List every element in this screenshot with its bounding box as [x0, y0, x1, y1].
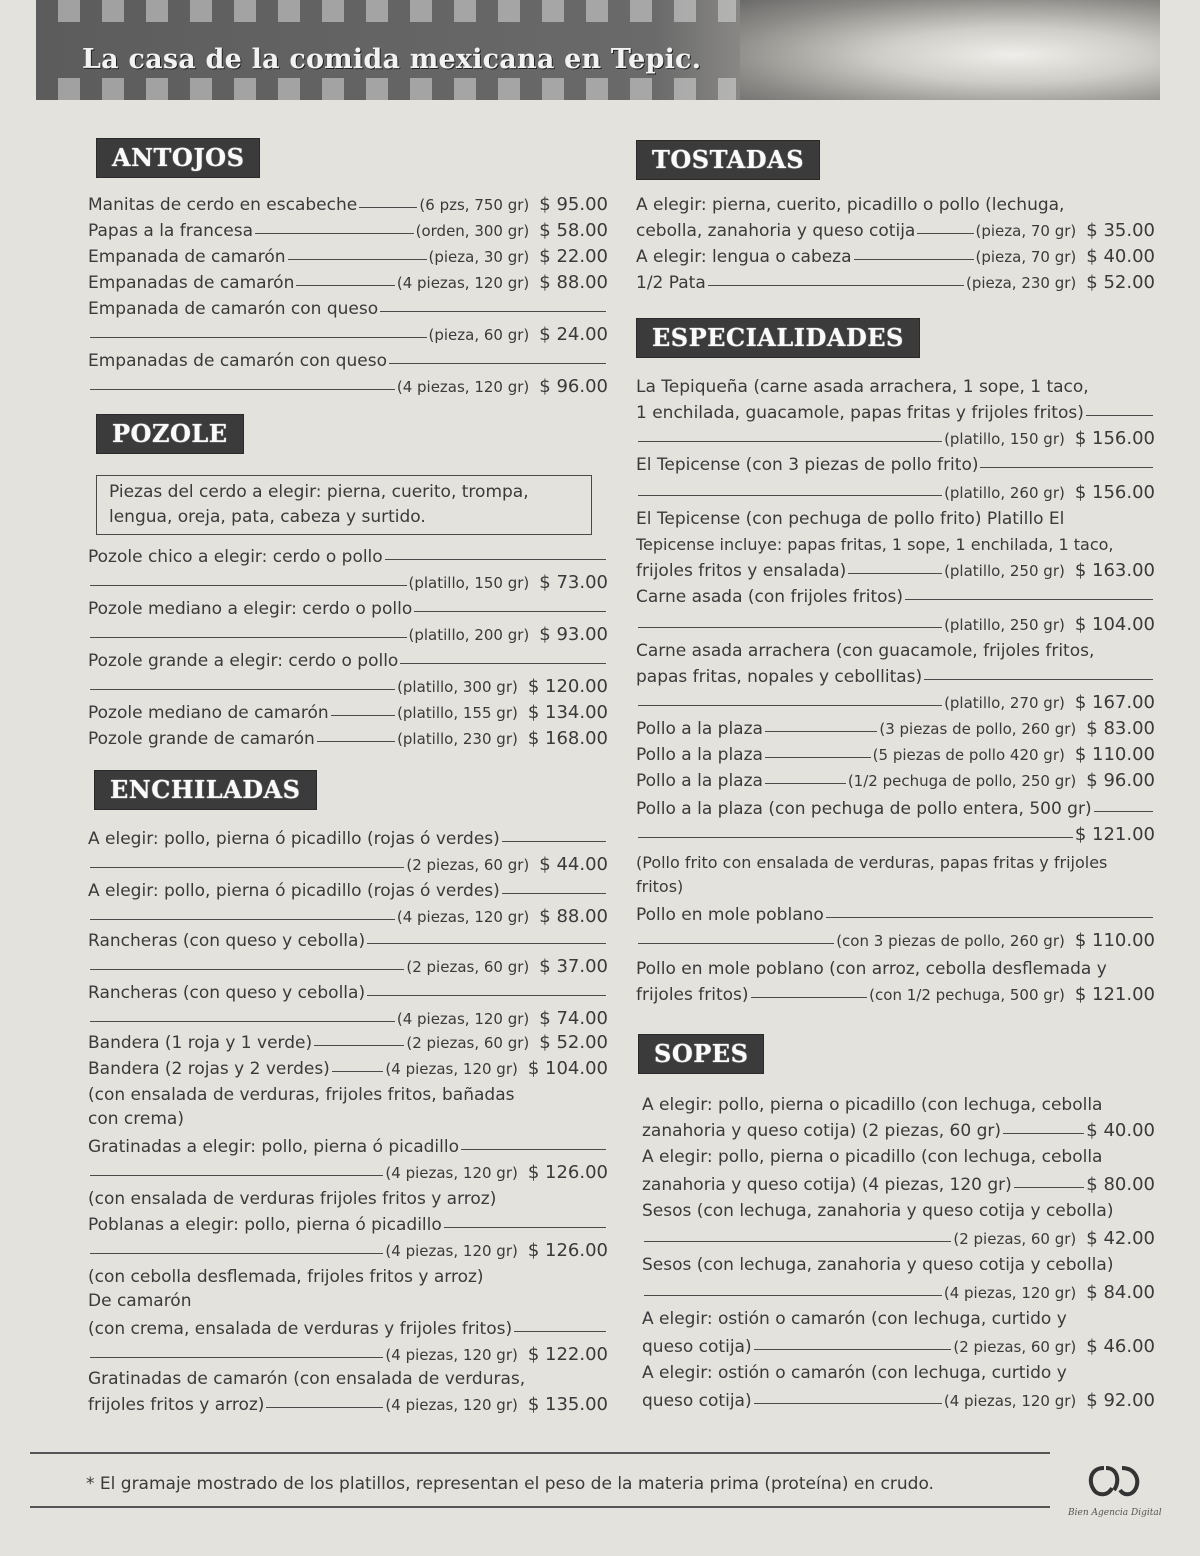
- menu-item-name: Pollo a la plaza (con pechuga de pollo entera, 500 gr): [636, 796, 1155, 822]
- menu-item-name: Carne asada (con frijoles fritos): [636, 584, 1155, 610]
- menu-item: cebolla, zanahoria y queso cotija (pieza, 70 gr) $ 35.00: [636, 220, 1155, 241]
- menu-note: (Pollo frito con ensalada de verduras, papas fritas y frijoles: [636, 853, 1108, 872]
- menu-item-name: A elegir: pollo, pierna ó picadillo (rojas ó verdes): [88, 826, 608, 852]
- menu-item: (4 piezas, 120 gr) $ 96.00: [88, 374, 608, 400]
- menu-item-name: (con crema, ensalada de verduras y frijoles fritos): [88, 1316, 608, 1342]
- menu-note: con crema): [88, 1109, 184, 1129]
- menu-item: (platillo, 200 gr) $ 93.00: [88, 622, 608, 648]
- menu-item: (2 piezas, 60 gr) $ 37.00: [88, 954, 608, 980]
- menu-note: fritos): [636, 877, 684, 896]
- menu-item: zanahoria y queso cotija) (4 piezas, 120 gr) $ 80.00: [642, 1174, 1155, 1195]
- menu-item: (platillo, 150 gr) $ 73.00: [88, 570, 608, 596]
- menu-item: Pollo a la plaza (5 piezas de pollo 420 gr) $ 110.00: [636, 744, 1155, 765]
- menu-item: Bandera (1 roja y 1 verde) (2 piezas, 60 gr) $ 52.00: [88, 1032, 608, 1053]
- menu-note: (con ensalada de verduras frijoles fritos y arroz): [88, 1189, 497, 1209]
- menu-item-name: A elegir: ostión o camarón (con lechuga, curtido y: [642, 1363, 1067, 1383]
- menu-item-name: Pozole grande a elegir: cerdo o pollo: [88, 648, 608, 674]
- menu-item-name: Pozole mediano a elegir: cerdo o pollo: [88, 596, 608, 622]
- menu-item: (4 piezas, 120 gr) $ 126.00: [88, 1238, 608, 1264]
- menu-item-name: Empanada de camarón con queso: [88, 296, 608, 322]
- menu-item-name: Pollo en mole poblano: [636, 902, 1155, 928]
- menu-item: Manitas de cerdo en escabeche (6 pzs, 750 gr) $ 95.00: [88, 194, 608, 215]
- menu-item: (2 piezas, 60 gr) $ 42.00: [642, 1226, 1155, 1252]
- heading-antojos: ANTOJOS: [96, 138, 260, 178]
- menu-item: Pozole mediano de camarón (platillo, 155 gr) $ 134.00: [88, 702, 608, 723]
- checker-pattern-bottom: [36, 78, 736, 100]
- heading-enchiladas: ENCHILADAS: [94, 770, 317, 810]
- menu-item: (4 piezas, 120 gr) $ 122.00: [88, 1342, 608, 1368]
- menu-item: (con 3 piezas de pollo, 260 gr) $ 110.00: [636, 928, 1155, 954]
- menu-item: (platillo, 300 gr) $ 120.00: [88, 674, 608, 700]
- footnote: * El gramaje mostrado de los platillos, representan el peso de la materia prima (proteína) en crudo.: [86, 1474, 934, 1494]
- menu-item-name: Gratinadas a elegir: pollo, pierna ó picadillo: [88, 1134, 608, 1160]
- menu-item: Pollo a la plaza (3 piezas de pollo, 260 gr) $ 83.00: [636, 718, 1155, 739]
- menu-item: A elegir: lengua o cabeza (pieza, 70 gr) $ 40.00: [636, 246, 1155, 267]
- menu-item: Bandera (2 rojas y 2 verdes) (4 piezas, 120 gr) $ 104.00: [88, 1058, 608, 1079]
- footer-rule-top: [30, 1452, 1050, 1454]
- menu-item: (platillo, 150 gr) $ 156.00: [636, 426, 1155, 452]
- menu-item: Papas a la francesa (orden, 300 gr) $ 58.00: [88, 220, 608, 241]
- menu-item: (platillo, 270 gr) $ 167.00: [636, 690, 1155, 716]
- menu-item: (2 piezas, 60 gr) $ 44.00: [88, 852, 608, 878]
- menu-item: Empanadas de camarón (4 piezas, 120 gr) $ 88.00: [88, 272, 608, 293]
- menu-item: Pozole grande de camarón (platillo, 230 gr) $ 168.00: [88, 728, 608, 749]
- menu-item: 1/2 Pata (pieza, 230 gr) $ 52.00: [636, 272, 1155, 293]
- menu-item: frijoles fritos y arroz) (4 piezas, 120 gr) $ 135.00: [88, 1394, 608, 1415]
- menu-item-name: Sesos (con lechuga, zanahoria y queso cotija y cebolla): [642, 1255, 1114, 1275]
- menu-item-name: Rancheras (con queso y cebolla): [88, 928, 608, 954]
- menu-item: $ 121.00: [636, 822, 1155, 848]
- pozole-note-box: Piezas del cerdo a elegir: pierna, cuerito, trompa, lengua, oreja, pata, cabeza y surtido.: [96, 475, 592, 535]
- heading-pozole: POZOLE: [96, 414, 244, 454]
- menu-item-name: Gratinadas de camarón (con ensalada de verduras,: [88, 1369, 526, 1389]
- menu-item-name: Pollo en mole poblano (con arroz, cebolla desflemada y: [636, 959, 1107, 979]
- agency-logo-icon: [1082, 1462, 1148, 1502]
- menu-item: (4 piezas, 120 gr) $ 88.00: [88, 904, 608, 930]
- menu-item-name: 1 enchilada, guacamole, papas fritas y frijoles fritos): [636, 400, 1155, 426]
- menu-item: (pieza, 60 gr) $ 24.00: [88, 322, 608, 348]
- food-photo: [740, 0, 1160, 100]
- heading-sopes: SOPES: [638, 1034, 764, 1074]
- menu-item: Pollo a la plaza (1/2 pechuga de pollo, 250 gr) $ 96.00: [636, 770, 1155, 791]
- checker-pattern-top: [36, 0, 736, 22]
- header-banner: [36, 0, 1160, 100]
- menu-item-name: Empanadas de camarón con queso: [88, 348, 608, 374]
- menu-item-name: Poblanas a elegir: pollo, pierna ó picadillo: [88, 1212, 608, 1238]
- menu-item-name: A elegir: ostión o camarón (con lechuga, curtido y: [642, 1309, 1067, 1329]
- menu-item: Empanada de camarón (pieza, 30 gr) $ 22.00: [88, 246, 608, 267]
- menu-item-name: A elegir: pierna, cuerito, picadillo o pollo (lechuga,: [636, 195, 1065, 215]
- menu-item: queso cotija) (4 piezas, 120 gr) $ 92.00: [642, 1390, 1155, 1411]
- menu-item: frijoles fritos y ensalada) (platillo, 250 gr) $ 163.00: [636, 560, 1155, 581]
- menu-item: (4 piezas, 120 gr) $ 126.00: [88, 1160, 608, 1186]
- menu-item-name: Sesos (con lechuga, zanahoria y queso cotija y cebolla): [642, 1201, 1114, 1221]
- agency-logo-text: Bien Agencia Digital: [1068, 1508, 1162, 1518]
- menu-item: (4 piezas, 120 gr) $ 84.00: [642, 1280, 1155, 1306]
- menu-item-name: Pozole chico a elegir: cerdo o pollo: [88, 544, 608, 570]
- menu-item-name: Rancheras (con queso y cebolla): [88, 980, 608, 1006]
- menu-item-name: El Tepicense (con pechuga de pollo frito) Platillo El: [636, 509, 1065, 529]
- menu-note: (con cebolla desflemada, frijoles fritos y arroz): [88, 1267, 484, 1287]
- heading-especialidades: ESPECIALIDADES: [636, 318, 920, 358]
- menu-item: (platillo, 260 gr) $ 156.00: [636, 480, 1155, 506]
- menu-subtitle: De camarón: [88, 1291, 192, 1311]
- menu-item-name: A elegir: pollo, pierna ó picadillo (rojas ó verdes): [88, 878, 608, 904]
- menu-item: (platillo, 250 gr) $ 104.00: [636, 612, 1155, 638]
- menu-item-name: Carne asada arrachera (con guacamole, frijoles fritos,: [636, 641, 1095, 661]
- menu-item: (4 piezas, 120 gr) $ 74.00: [88, 1006, 608, 1032]
- menu-item-name: El Tepicense (con 3 piezas de pollo frito): [636, 452, 1155, 478]
- heading-tostadas: TOSTADAS: [636, 140, 820, 180]
- menu-item: zanahoria y queso cotija) (2 piezas, 60 gr) $ 40.00: [642, 1120, 1155, 1141]
- menu-item-name: A elegir: pollo, pierna o picadillo (con lechuga, cebolla: [642, 1147, 1103, 1167]
- menu-item-name: A elegir: pollo, pierna o picadillo (con lechuga, cebolla: [642, 1095, 1103, 1115]
- menu-item: queso cotija) (2 piezas, 60 gr) $ 46.00: [642, 1336, 1155, 1357]
- menu-item: frijoles fritos) (con 1/2 pechuga, 500 gr) $ 121.00: [636, 984, 1155, 1005]
- menu-item-name: papas fritas, nopales y cebollitas): [636, 664, 1155, 690]
- menu-item-name: La Tepiqueña (carne asada arrachera, 1 sope, 1 taco,: [636, 377, 1089, 397]
- footer-rule-bottom: [30, 1506, 1050, 1508]
- menu-note: (con ensalada de verduras, frijoles fritos, bañadas: [88, 1085, 515, 1105]
- menu-item-name: Tepicense incluye: papas fritas, 1 sope, 1 enchilada, 1 taco,: [636, 535, 1114, 554]
- banner-title: La casa de la comida mexicana en Tepic.: [82, 44, 702, 75]
